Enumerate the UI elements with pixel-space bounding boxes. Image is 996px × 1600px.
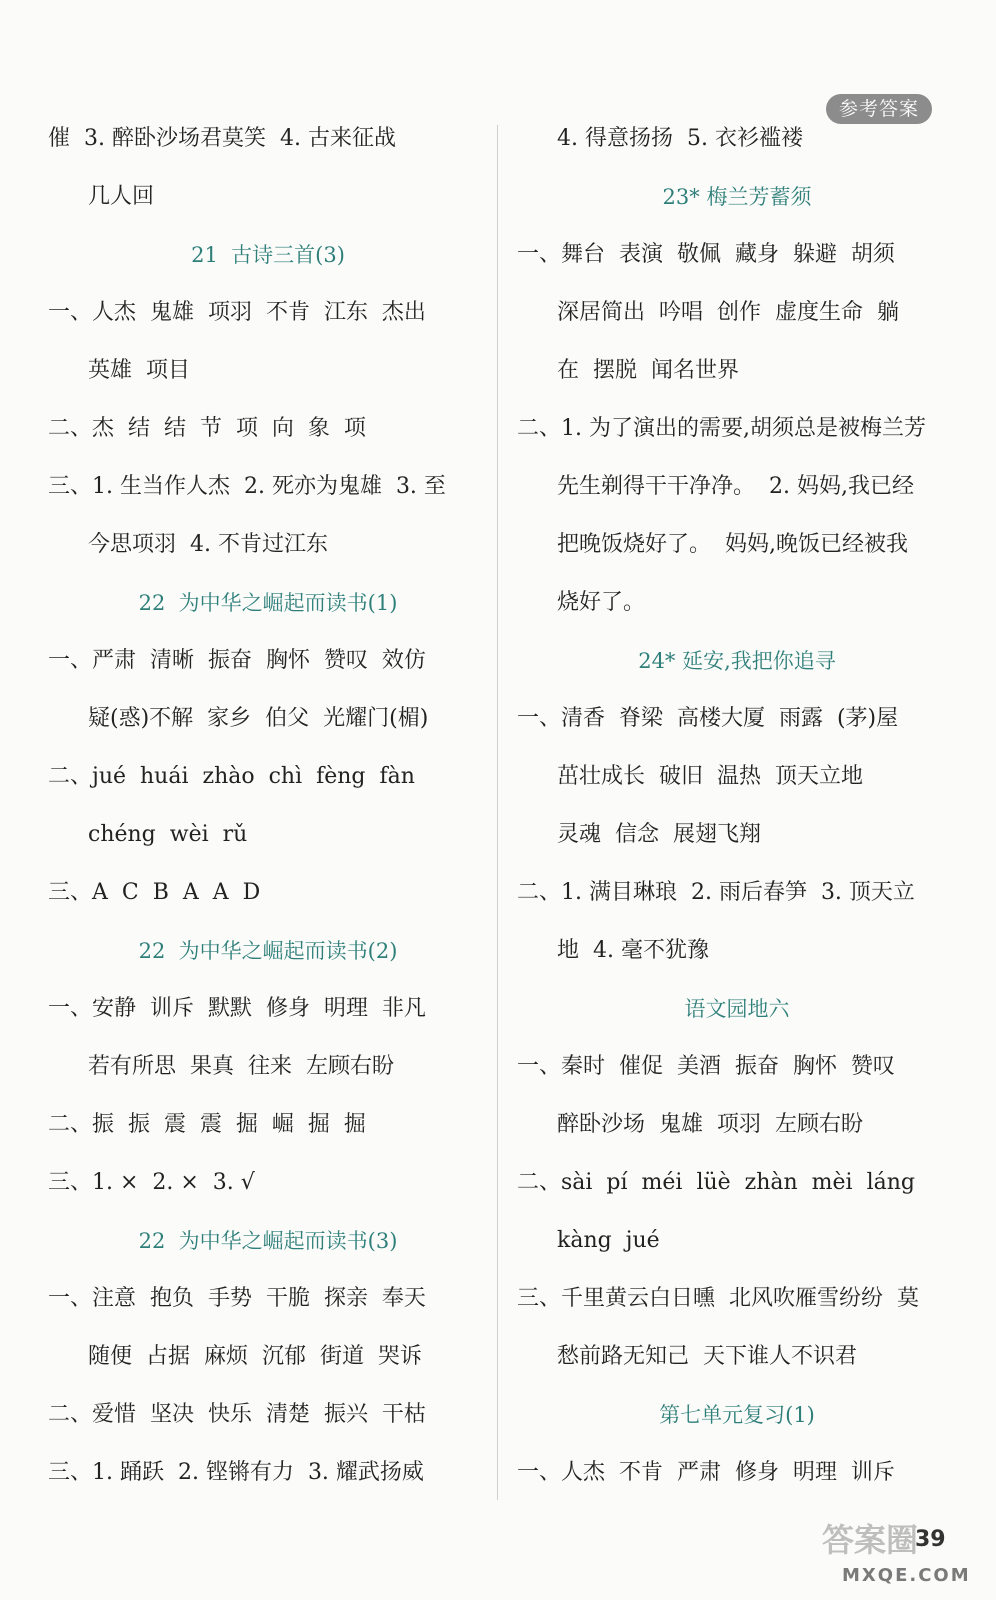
answer-line: 三、A C B A A D: [48, 880, 261, 905]
answer-line: 愁前路无知己 天下谁人不识君: [557, 1344, 857, 1369]
answer-line: 先生剃得干干净净。 2. 妈妈,我已经: [557, 474, 914, 499]
answer-line: 一、严肃 清晰 振奋 胸怀 赞叹 效仿: [48, 648, 426, 673]
answer-line: 三、1. × 2. × 3. √: [48, 1170, 255, 1195]
answer-line: 疑(惑)不解 家乡 伯父 光耀门(楣): [88, 706, 429, 731]
answer-line: 二、1. 为了演出的需要,胡须总是被梅兰芳: [517, 416, 926, 441]
answer-line: 一、人杰 鬼雄 项羽 不肯 江东 杰出: [48, 300, 426, 325]
answer-line: 二、振 振 震 震 掘 崛 掘 掘: [48, 1112, 366, 1137]
section-title: 24* 延安,我把你追寻: [638, 649, 836, 673]
answer-line: 一、安静 训斥 默默 修身 明理 非凡: [48, 996, 426, 1021]
answer-line: 茁壮成长 破旧 温热 顶天立地: [557, 764, 863, 789]
answer-line: chéng wèi rǔ: [88, 822, 248, 847]
section-title: 22 为中华之崛起而读书(2): [138, 939, 398, 963]
answer-line: 4. 得意扬扬 5. 衣衫褴褛: [557, 126, 803, 151]
section-title: 语文园地六: [684, 997, 790, 1021]
answer-line: 若有所思 果真 往来 左顾右盼: [88, 1054, 394, 1079]
section-title: 22 为中华之崛起而读书(3): [138, 1229, 398, 1253]
answer-line: 随便 占据 麻烦 沉郁 街道 哭诉: [88, 1344, 422, 1369]
answer-line: 三、1. 生当作人杰 2. 死亦为鬼雄 3. 至: [48, 474, 446, 499]
answer-line: 一、人杰 不肯 严肃 修身 明理 训斥: [517, 1460, 895, 1485]
answer-line: 二、jué huái zhào chì fèng fàn: [48, 764, 415, 789]
answer-line: 三、千里黄云白日曛 北风吹雁雪纷纷 莫: [517, 1286, 919, 1311]
answer-line: 地 4. 毫不犹豫: [557, 938, 709, 963]
answer-line: 一、清香 脊梁 高楼大厦 雨露 (茅)屋: [517, 706, 899, 731]
left-column: [48, 110, 488, 1502]
answer-line: 灵魂 信念 展翅飞翔: [557, 822, 761, 847]
answer-line: 一、舞台 表演 敬佩 藏身 躲避 胡须: [517, 242, 895, 267]
answer-line: 一、注意 抱负 手势 干脆 探亲 奉天: [48, 1286, 426, 1311]
right-column: [517, 110, 957, 1502]
answer-line: 二、爱惜 坚决 快乐 清楚 振兴 干枯: [48, 1402, 426, 1427]
answer-line: 把晚饭烧好了。 妈妈,晚饭已经被我: [557, 532, 908, 557]
section-title: 21 古诗三首(3): [191, 243, 345, 267]
column-divider: [497, 125, 498, 1500]
section-title: 22 为中华之崛起而读书(1): [138, 591, 398, 615]
answer-line: 三、1. 踊跃 2. 铿锵有力 3. 耀武扬威: [48, 1460, 424, 1485]
answer-line: 二、1. 满目琳琅 2. 雨后春笋 3. 顶天立: [517, 880, 915, 905]
answer-line: 在 摆脱 闻名世界: [557, 358, 739, 383]
answer-line: 今思项羽 4. 不肯过江东: [88, 532, 328, 557]
answer-line: 一、秦时 催促 美酒 振奋 胸怀 赞叹: [517, 1054, 895, 1079]
answer-line: 几人回: [88, 184, 155, 209]
watermark-url: MXQE.COM: [842, 1565, 971, 1586]
answer-line: 二、杰 结 结 节 项 向 象 项: [48, 416, 366, 441]
answer-line: 醉卧沙场 鬼雄 项羽 左顾右盼: [557, 1112, 863, 1137]
answer-line: 二、sài pí méi lüè zhàn mèi láng: [517, 1170, 915, 1195]
section-title: 23* 梅兰芳蓄须: [662, 185, 812, 209]
reference-answers-badge: 参考答案: [826, 94, 932, 124]
answer-line: kàng jué: [557, 1228, 660, 1253]
watermark-logo: [822, 1515, 990, 1595]
watermark-logo-text: 答案圈: [822, 1521, 919, 1559]
answer-line: 英雄 项目: [88, 358, 190, 383]
section-title: 第七单元复习(1): [659, 1403, 815, 1427]
answer-line: 催 3. 醉卧沙场君莫笑 4. 古来征战: [48, 126, 396, 151]
answer-line: 烧好了。: [557, 590, 646, 615]
page-number: 39: [915, 1527, 946, 1552]
answer-line: 深居简出 吟唱 创作 虚度生命 躺: [557, 300, 899, 325]
